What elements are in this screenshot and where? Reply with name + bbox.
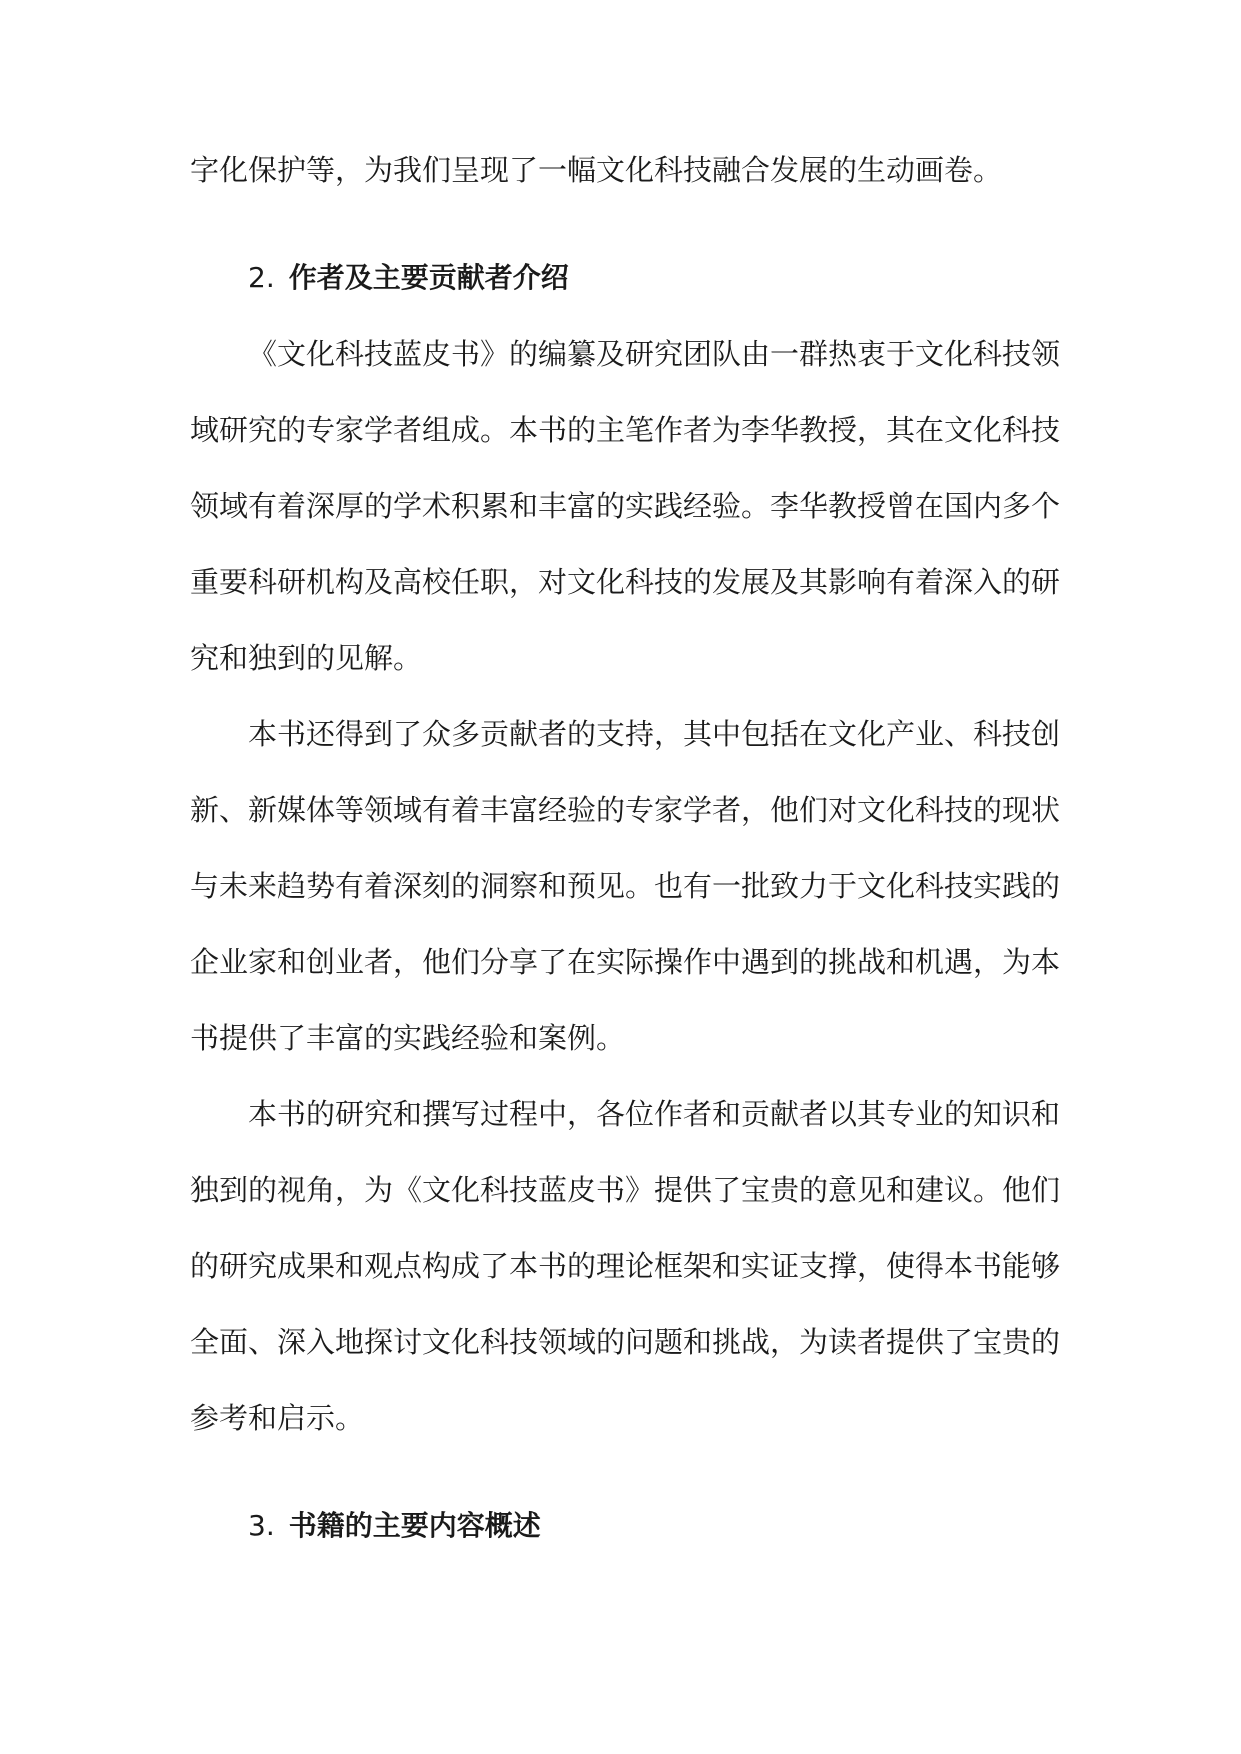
paragraph-line: 本书的研究和撰写过程中，各位作者和贡献者以其专业的知识和 [248, 1097, 1061, 1131]
paragraph-line: 重要科研机构及高校任职，对文化科技的发展及其影响有着深入的研 [190, 565, 1061, 599]
paragraph-line: 的研究成果和观点构成了本书的理论框架和实证支撑，使得本书能够 [190, 1249, 1061, 1283]
section-3-title: 书籍的主要内容概述 [288, 1509, 541, 1542]
section-3-heading [248, 1506, 541, 1546]
section-2-title: 作者及主要贡献者介绍 [288, 261, 569, 294]
paragraph-line: 《文化科技蓝皮书》的编纂及研究团队由一群热衷于文化科技领 [248, 337, 1061, 371]
paragraph-line: 参考和启示。 [190, 1401, 365, 1435]
paragraph-line: 企业家和创业者，他们分享了在实际操作中遇到的挑战和机遇，为本 [190, 945, 1061, 979]
paragraph-line: 本书还得到了众多贡献者的支持，其中包括在文化产业、科技创 [248, 717, 1061, 751]
section-2-number: 2. [248, 261, 275, 294]
paragraph-line: 与未来趋势有着深刻的洞察和预见。也有一批致力于文化科技实践的 [190, 869, 1061, 903]
paragraph-line: 域研究的专家学者组成。本书的主笔作者为李华教授，其在文化科技 [190, 413, 1061, 447]
paragraph-line: 领域有着深厚的学术积累和丰富的实践经验。李华教授曾在国内多个 [190, 489, 1061, 523]
paragraph-line: 究和独到的见解。 [190, 641, 423, 675]
paragraph-line: 书提供了丰富的实践经验和案例。 [190, 1021, 626, 1055]
section-2-heading [248, 258, 569, 298]
section-3-number: 3. [248, 1509, 275, 1542]
paragraph-line: 新、新媒体等领域有着丰富经验的专家学者，他们对文化科技的现状 [190, 793, 1061, 827]
continuation-line: 字化保护等，为我们呈现了一幅文化科技融合发展的生动画卷。 [190, 153, 1003, 187]
paragraph-line: 全面、深入地探讨文化科技领域的问题和挑战，为读者提供了宝贵的 [190, 1325, 1061, 1359]
paragraph-line: 独到的视角，为《文化科技蓝皮书》提供了宝贵的意见和建议。他们 [190, 1173, 1061, 1207]
